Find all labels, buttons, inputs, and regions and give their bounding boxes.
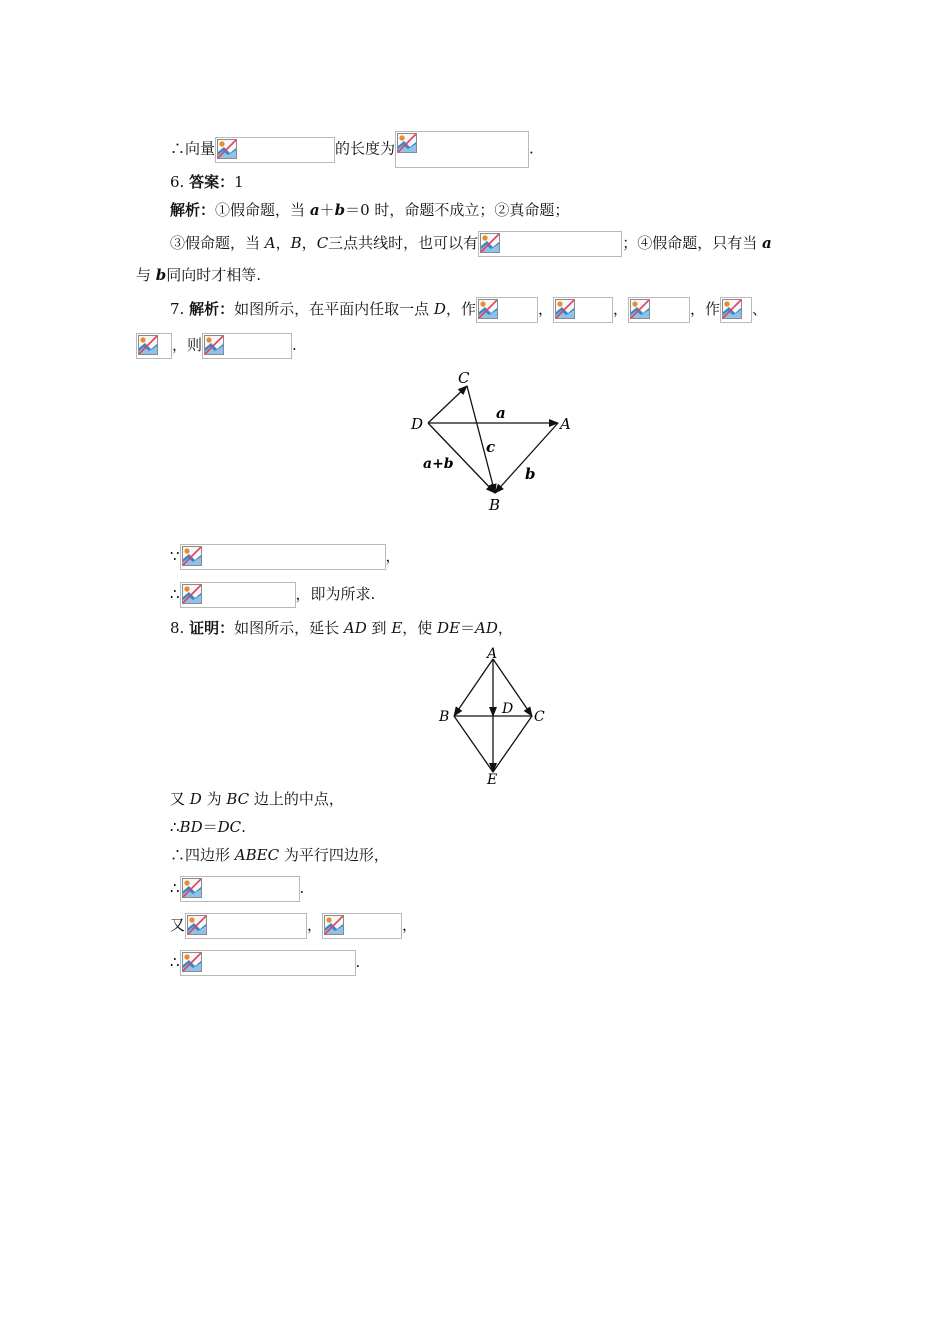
label-vec-a-plus-b: a+b [423,456,454,472]
image-placeholder [185,913,307,939]
line-vector-length: ∴向量 的长度为 . [170,131,534,168]
image-placeholder [180,544,386,570]
label-vec-b: b [525,465,536,483]
label-c: C [458,369,470,387]
image-placeholder [476,297,538,323]
label-e: E [487,772,498,786]
image-placeholder [395,131,529,168]
segment-be [454,716,493,772]
q7-analysis-line-2: ，则 . [136,333,297,359]
broken-image-icon [138,335,158,355]
image-placeholder [180,582,296,608]
q7-analysis-line-1: 7. 解析：如图所示，在平面内任取一点 D，作 ， ， ，作 、 [170,297,767,323]
vector-figure-1 [400,362,590,517]
broken-image-icon [182,878,202,898]
image-placeholder [202,333,292,359]
image-placeholder [180,876,300,902]
broken-image-icon [204,335,224,355]
vector-dc [428,386,467,423]
q8-proof-line-7: ∴ . [170,950,360,976]
label-c: C [534,709,545,725]
image-placeholder [553,297,613,323]
q8-proof-line-1: 8. 证明：如图所示，延长 AD 到 E，使 DE＝AD， [170,619,513,637]
broken-image-icon [182,584,202,604]
broken-image-icon [555,299,575,319]
q7-therefore-line: ∴ ，即为所求. [170,582,375,608]
broken-image-icon [182,952,202,972]
image-placeholder [322,913,402,939]
broken-image-icon [480,233,500,253]
label-b: B [489,496,501,514]
broken-image-icon [722,299,742,319]
broken-image-icon [630,299,650,319]
broken-image-icon [182,546,202,566]
broken-image-icon [217,139,237,159]
image-placeholder [720,297,752,323]
q6-analysis-line-3: 与 b同向时才相等. [136,266,262,284]
q8-proof-line-5: ∴ . [170,876,304,902]
image-placeholder [478,231,622,257]
label-a: A [560,415,571,433]
broken-image-icon [324,915,344,935]
segment-ce [493,716,532,772]
vector-figure-2 [430,644,560,786]
vector-ab [454,659,493,716]
label-d: D [502,701,514,717]
image-placeholder [136,333,172,359]
label-vec-c: c [486,438,496,456]
q8-proof-line-3: ∴BD＝DC. [170,818,246,836]
q8-proof-line-6: 又 ， ， [170,913,417,939]
label-d: D [411,415,424,433]
label-b: B [439,709,450,725]
broken-image-icon [478,299,498,319]
broken-image-icon [187,915,207,935]
q6-answer-line: 6. 答案：1 [170,173,244,191]
q8-proof-line-2: 又 D 为 BC 边上的中点， [170,790,344,808]
q6-analysis-line-1: 解析：①假命题，当 a＋b＝0 时，命题不成立；②真命题； [170,201,570,219]
label-vec-a: a [496,404,506,422]
q6-analysis-line-2: ③假命题，当 A，B，C三点共线时，也可以有 ；④假命题，只有当 a [170,231,772,257]
image-placeholder [180,950,356,976]
image-placeholder [628,297,690,323]
broken-image-icon [397,133,417,153]
q7-because-line: ∵ ， [170,544,401,570]
label-a: A [487,646,498,662]
image-placeholder [215,137,335,163]
q8-proof-line-4: ∴四边形 ABEC 为平行四边形， [170,846,389,864]
